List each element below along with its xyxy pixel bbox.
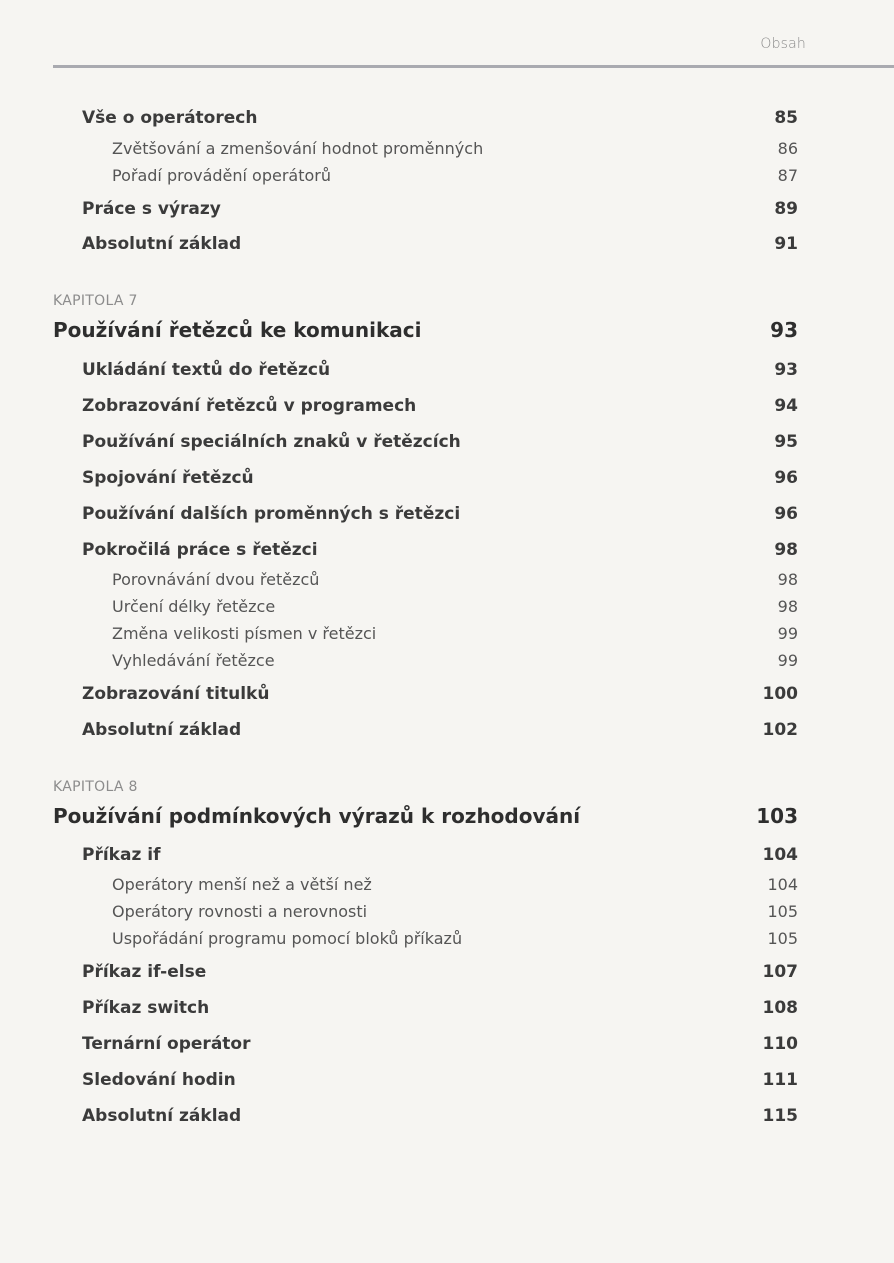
chapter-title: Používání podmínkových výrazů k rozhodování — [53, 804, 581, 828]
toc-entry-page: 98 — [777, 570, 798, 589]
page-header-label: Obsah — [760, 36, 806, 52]
toc-entry[interactable] — [0, 105, 894, 131]
toc-entry-page: 94 — [774, 396, 798, 416]
toc-entry-title: Ternární operátor — [82, 1034, 251, 1054]
toc-entry[interactable] — [0, 995, 894, 1021]
toc-entry[interactable] — [0, 1031, 894, 1057]
toc-entry-title: Zvětšování a zmenšování hodnot proměnných — [112, 139, 484, 158]
toc-entry-title: Pořadí provádění operátorů — [112, 166, 332, 185]
toc-subentry[interactable] — [0, 899, 894, 925]
toc-entry[interactable] — [0, 357, 894, 383]
toc-subentry[interactable] — [0, 136, 894, 162]
toc-entry[interactable] — [0, 1067, 894, 1093]
toc-entry-page: 99 — [777, 651, 798, 670]
toc-entry-title: Příkaz if-else — [82, 962, 207, 982]
toc-entry-page: 91 — [774, 234, 798, 254]
toc-entry-title: Absolutní základ — [82, 234, 242, 254]
toc-entry-page: 105 — [767, 929, 798, 948]
toc-entry-title: Absolutní základ — [82, 720, 242, 740]
toc-entry-title: Zobrazování titulků — [82, 684, 270, 704]
toc-subentry[interactable] — [0, 621, 894, 647]
toc-subentry[interactable] — [0, 926, 894, 952]
toc-entry-page: 107 — [762, 962, 798, 982]
toc-entry[interactable] — [0, 842, 894, 868]
toc-entry-page: 99 — [777, 624, 798, 643]
toc-entry-page: 93 — [774, 360, 798, 380]
toc-entry-title: Používání speciálních znaků v řetězcích — [82, 432, 461, 452]
toc-entry-title: Uspořádání programu pomocí bloků příkazů — [112, 929, 463, 948]
header-rule — [53, 65, 894, 68]
toc-entry-title: Sledování hodin — [82, 1070, 236, 1090]
chapter-heading[interactable] — [0, 315, 894, 345]
toc-entry-title: Používání dalších proměnných s řetězci — [82, 504, 461, 524]
toc-entry-page: 110 — [762, 1034, 798, 1054]
toc-entry-page: 108 — [762, 998, 798, 1018]
toc-entry[interactable] — [0, 717, 894, 743]
toc-entry[interactable] — [0, 465, 894, 491]
toc-subentry[interactable] — [0, 648, 894, 674]
toc-entry[interactable] — [0, 429, 894, 455]
toc-subentry[interactable] — [0, 163, 894, 189]
toc-entry[interactable] — [0, 231, 894, 257]
toc-entry-page: 104 — [762, 845, 798, 865]
toc-entry-title: Absolutní základ — [82, 1106, 242, 1126]
toc-entry-page: 96 — [774, 468, 798, 488]
toc-entry[interactable] — [0, 501, 894, 527]
toc-entry[interactable] — [0, 537, 894, 563]
toc-entry-title: Ukládání textů do řetězců — [82, 360, 331, 380]
toc-entry-page: 85 — [774, 108, 798, 128]
toc-entry-title: Určení délky řetězce — [112, 597, 276, 616]
toc-entry-page: 87 — [777, 166, 798, 185]
toc-entry-page: 105 — [767, 902, 798, 921]
toc-entry-page: 111 — [762, 1070, 798, 1090]
toc-entry-title: Příkaz switch — [82, 998, 210, 1018]
chapter-page: 103 — [756, 804, 798, 828]
toc-entry-page: 100 — [762, 684, 798, 704]
toc-entry[interactable] — [0, 196, 894, 222]
toc-entry-page: 104 — [767, 875, 798, 894]
toc-entry-title: Práce s výrazy — [82, 199, 221, 219]
chapter-label: KAPITOLA 7 — [53, 293, 138, 309]
toc-entry[interactable] — [0, 1103, 894, 1129]
chapter-heading[interactable] — [0, 801, 894, 831]
toc-entry-page: 96 — [774, 504, 798, 524]
toc-entry-page: 102 — [762, 720, 798, 740]
chapter-page: 93 — [770, 318, 798, 342]
toc-entry-page: 98 — [777, 597, 798, 616]
toc-entry-title: Pokročilá práce s řetězci — [82, 540, 318, 560]
toc-entry-page: 98 — [774, 540, 798, 560]
toc-entry-title: Vyhledávání řetězce — [112, 651, 275, 670]
toc-entry-title: Příkaz if — [82, 845, 161, 865]
chapter-title: Používání řetězců ke komunikaci — [53, 318, 422, 342]
toc-entry-title: Spojování řetězců — [82, 468, 254, 488]
toc-subentry[interactable] — [0, 567, 894, 593]
toc-entry-title: Operátory rovnosti a nerovnosti — [112, 902, 368, 921]
toc-entry-title: Operátory menší než a větší než — [112, 875, 372, 894]
toc-entry-title: Porovnávání dvou řetězců — [112, 570, 320, 589]
toc-entry[interactable] — [0, 959, 894, 985]
toc-entry-title: Vše o operátorech — [82, 108, 258, 128]
toc-entry-page: 95 — [774, 432, 798, 452]
toc-entry-page: 89 — [774, 199, 798, 219]
toc-subentry[interactable] — [0, 594, 894, 620]
toc-subentry[interactable] — [0, 872, 894, 898]
toc-entry-title: Změna velikosti písmen v řetězci — [112, 624, 377, 643]
toc-entry-page: 115 — [762, 1106, 798, 1126]
chapter-label: KAPITOLA 8 — [53, 779, 138, 795]
toc-entry[interactable] — [0, 681, 894, 707]
toc-entry[interactable] — [0, 393, 894, 419]
toc-entry-page: 86 — [777, 139, 798, 158]
toc-entry-title: Zobrazování řetězců v programech — [82, 396, 417, 416]
